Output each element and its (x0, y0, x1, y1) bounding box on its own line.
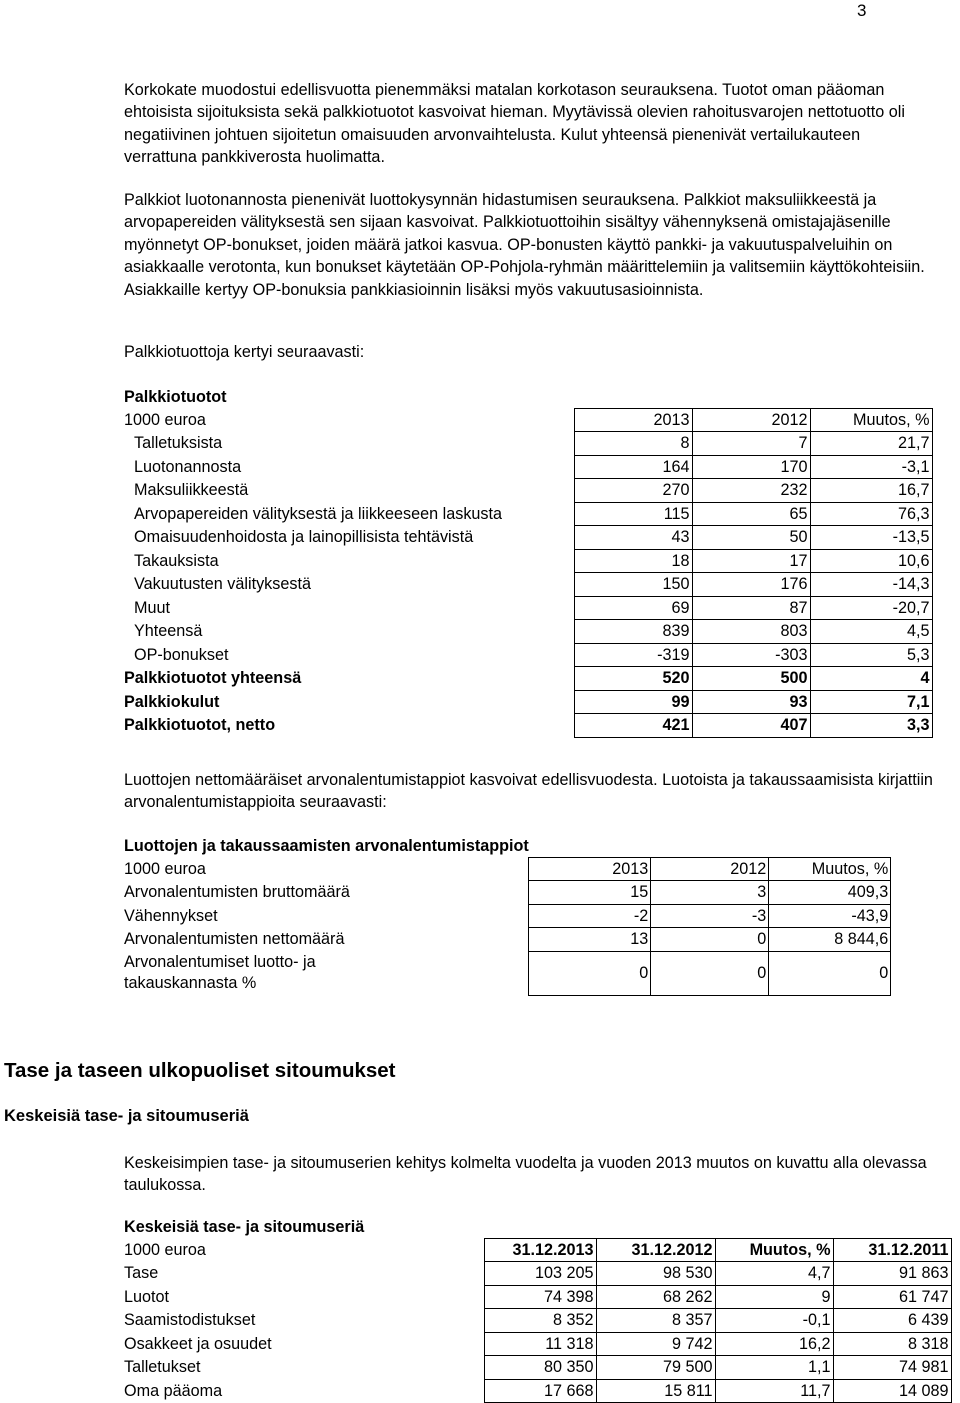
table-unit: 1000 euroa (124, 410, 206, 429)
table-cell: 500 (692, 667, 810, 691)
table-row (122, 1262, 951, 1286)
row-label: Arvonalentumisten nettomäärä (124, 930, 345, 949)
table-cell: 68 262 (596, 1285, 715, 1309)
table-cell: 8 844,6 (769, 928, 891, 952)
table-cell: 8 357 (596, 1309, 715, 1333)
section-heading: Tase ja taseen ulkopuoliset sitoumukset (4, 1059, 396, 1082)
table-cell: 4,7 (715, 1262, 833, 1286)
column-header: Muutos, % (769, 857, 891, 881)
table-cell: -303 (692, 643, 810, 667)
table-cell: -20,7 (810, 596, 932, 620)
table-row (122, 1309, 951, 1333)
table-cell: 232 (692, 479, 810, 503)
table-cell: 15 811 (596, 1379, 715, 1403)
table-row (122, 620, 932, 644)
table-cell: 421 (574, 714, 692, 738)
row-label: Maksuliikkeestä (134, 481, 249, 500)
table-cell: 9 (715, 1285, 833, 1309)
table-cell: 0 (651, 951, 769, 995)
column-header: 2013 (529, 857, 651, 881)
row-label: Vähennykset (124, 906, 218, 925)
table-cell: 8 318 (833, 1332, 951, 1356)
table-cell: 21,7 (810, 432, 932, 456)
balance-sheet-items-table (122, 1215, 952, 1403)
table-cell: 270 (574, 479, 692, 503)
table-cell: 50 (692, 526, 810, 550)
table-unit: 1000 euroa (124, 1240, 206, 1259)
table-cell: 98 530 (596, 1262, 715, 1286)
table-row (122, 1332, 951, 1356)
row-label: OP-bonukset (134, 645, 229, 664)
table-row (122, 432, 932, 456)
table-cell: -0,1 (715, 1309, 833, 1333)
table-cell: 0 (529, 951, 651, 995)
column-header: 2012 (692, 408, 810, 432)
row-label: Palkkiotuotot yhteensä (124, 669, 302, 688)
paragraph-results: Korkokate muodostui edellisvuotta pienemmäksi matalan korkotason seurauksena. Tuotot oman pääoman ehtoisista sijoituksista sekä palkkiotuotot kasvoivat hieman. Myytävissä olevien rahoitusvarojen nettotuotto oli negatiivinen johtuen sijoitetun omaisuuden arvonvaihtelusta. Kulut yhteensä pienenivät vertailukauteen verrattuna pankkiverosta huolimatta. (124, 81, 905, 167)
table-row (122, 881, 891, 905)
table-unit: 1000 euroa (124, 859, 206, 878)
table-cell: 87 (692, 596, 810, 620)
table-title: Palkkiotuotot (124, 387, 227, 406)
row-label: Yhteensä (134, 622, 203, 641)
table-cell: 69 (574, 596, 692, 620)
table-cell: 93 (692, 690, 810, 714)
impairment-losses-table (122, 834, 891, 996)
table-cell: 43 (574, 526, 692, 550)
table-cell: 74 981 (833, 1356, 951, 1380)
table-cell: 76,3 (810, 502, 932, 526)
table-cell: 1,1 (715, 1356, 833, 1380)
table-cell: 80 350 (484, 1356, 596, 1380)
paragraph-impairments: Luottojen nettomääräiset arvonalentumistappiot kasvoivat edellisvuodesta. Luotoista ja takaussaamisista kirjattiin arvonalentumistappioita seuraavasti: (124, 771, 933, 812)
row-label: Oma pääoma (124, 1381, 223, 1400)
table-row (122, 1356, 951, 1380)
commission-income-table (122, 385, 933, 738)
table-cell: 16,2 (715, 1332, 833, 1356)
row-label: Palkkiokulut (124, 692, 220, 711)
row-label: Talletukset (124, 1358, 201, 1377)
table-row (122, 714, 932, 738)
table-cell: 16,7 (810, 479, 932, 503)
table-cell: 8 (574, 432, 692, 456)
column-header: 31.12.2011 (833, 1238, 951, 1262)
table-cell: 839 (574, 620, 692, 644)
paragraph-commissions: Palkkiot luotonannosta pienenivät luottokysynnän hidastumisen seurauksena. Palkkiot maksuliikkeestä ja arvopapereiden välityksestä sen sijaan kasvoivat. Palkkiotuottoihin sisältyy vähennyksenä omistajajäsenille myönnetyt OP-bonukset, joiden määrä jatkoi kasvua. OP-bonusten käyttö pankki- ja vakuutuspalveluihin on asiakkaalle verotonta, kun bonukset käytetään OP-Pohjola-ryhmän määrittelemiin ja valitsemiin käyttökohteisiin. Asiakkaille kertyy OP-bonuksia pankkiasioinnin lisäksi myös vakuutusasioinnista. (124, 191, 925, 299)
column-header: 2013 (574, 408, 692, 432)
row-label: Tase (124, 1264, 159, 1283)
table-cell: -43,9 (769, 904, 891, 928)
paragraph-balance-intro: Keskeisimpien tase- ja sitoumuserien kehitys kolmelta vuodelta ja vuoden 2013 muutos on kuvattu alla olevassa taulukossa. (124, 1154, 927, 1195)
table-cell: 0 (651, 928, 769, 952)
table-cell: 74 398 (484, 1285, 596, 1309)
table-row (122, 549, 932, 573)
table-cell: 14 089 (833, 1379, 951, 1403)
table-cell: 61 747 (833, 1285, 951, 1309)
table-cell: 3,3 (810, 714, 932, 738)
table-cell: 17 (692, 549, 810, 573)
table-row (122, 573, 932, 597)
table-cell: 8 352 (484, 1309, 596, 1333)
table-row (122, 526, 932, 550)
table-cell: 409,3 (769, 881, 891, 905)
table-title: Luottojen ja takaussaamisten arvonalentumistappiot (124, 836, 529, 855)
table-cell: -3 (651, 904, 769, 928)
table-cell: 103 205 (484, 1262, 596, 1286)
row-label-line: Arvonalentumiset luotto- ja (124, 953, 316, 971)
table-cell: 6 439 (833, 1309, 951, 1333)
table-cell: 0 (769, 951, 891, 995)
table-cell: 170 (692, 455, 810, 479)
row-label: Luotonannosta (134, 457, 242, 476)
table-cell: 5,3 (810, 643, 932, 667)
table-row (122, 928, 891, 952)
table-cell: 7 (692, 432, 810, 456)
table-cell: 7,1 (810, 690, 932, 714)
table-cell: -14,3 (810, 573, 932, 597)
table-row (122, 455, 932, 479)
table-cell: -13,5 (810, 526, 932, 550)
table-cell: 407 (692, 714, 810, 738)
row-label: Omaisuudenhoidosta ja lainopillisista tehtävistä (134, 528, 474, 547)
table-cell: 79 500 (596, 1356, 715, 1380)
table-title: Keskeisiä tase- ja sitoumuseriä (124, 1217, 365, 1236)
table-cell: 4 (810, 667, 932, 691)
table-cell: 99 (574, 690, 692, 714)
row-label: Luotot (124, 1287, 170, 1306)
table-row (122, 502, 932, 526)
table-row (122, 1379, 951, 1403)
table-cell: 803 (692, 620, 810, 644)
column-header: 2012 (651, 857, 769, 881)
table-cell: -2 (529, 904, 651, 928)
row-label-line: takauskannasta % (124, 974, 257, 992)
table-cell: 11 318 (484, 1332, 596, 1356)
table-cell: 13 (529, 928, 651, 952)
table-row (122, 904, 891, 928)
table-row (122, 596, 932, 620)
row-label: Palkkiotuotot, netto (124, 716, 276, 735)
table-cell: 9 742 (596, 1332, 715, 1356)
row-label: Vakuutusten välityksestä (134, 575, 311, 594)
table-cell: 18 (574, 549, 692, 573)
table-row (122, 951, 891, 995)
table-cell: 11,7 (715, 1379, 833, 1403)
table-cell: 3 (651, 881, 769, 905)
table-cell: 115 (574, 502, 692, 526)
paragraph-commission-intro: Palkkiotuottoja kertyi seuraavasti: (124, 343, 365, 361)
table-row (122, 667, 932, 691)
table-cell: 4,5 (810, 620, 932, 644)
row-label: Osakkeet ja osuudet (124, 1334, 272, 1353)
table-row (122, 643, 932, 667)
table-cell: 164 (574, 455, 692, 479)
column-header: 31.12.2012 (596, 1238, 715, 1262)
table-cell: 17 668 (484, 1379, 596, 1403)
table-cell: -319 (574, 643, 692, 667)
column-header: Muutos, % (715, 1238, 833, 1262)
table-cell: 520 (574, 667, 692, 691)
table-cell: 91 863 (833, 1262, 951, 1286)
row-label: Talletuksista (134, 434, 223, 453)
table-cell: 65 (692, 502, 810, 526)
table-row (122, 479, 932, 503)
table-row (122, 1285, 951, 1309)
column-header: 31.12.2013 (484, 1238, 596, 1262)
row-label: Takauksista (134, 551, 219, 570)
table-cell: 150 (574, 573, 692, 597)
page-number: 3 (857, 1, 867, 20)
row-label: Muut (134, 598, 170, 617)
table-row (122, 690, 932, 714)
column-header: Muutos, % (810, 408, 932, 432)
table-cell: 10,6 (810, 549, 932, 573)
subsection-heading: Keskeisiä tase- ja sitoumuseriä (4, 1107, 249, 1125)
table-cell: 15 (529, 881, 651, 905)
table-cell: 176 (692, 573, 810, 597)
table-cell: -3,1 (810, 455, 932, 479)
row-label: Saamistodistukset (124, 1311, 256, 1330)
row-label: Arvopapereiden välityksestä ja liikkeeseen laskusta (134, 504, 503, 523)
row-label: Arvonalentumisten bruttomäärä (124, 883, 350, 902)
row-label (122, 951, 529, 995)
